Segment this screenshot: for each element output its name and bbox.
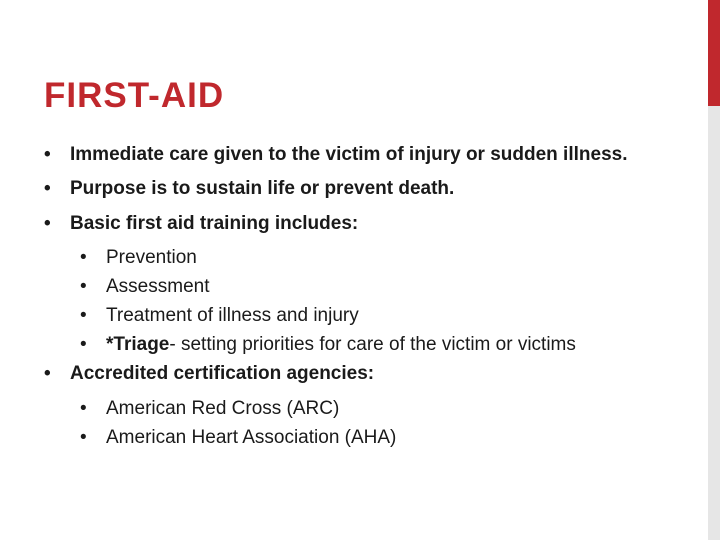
sub-bullet-item <box>80 275 209 299</box>
sub-bullet-text: American Heart Association (AHA) <box>106 427 397 448</box>
bullet-icon: • <box>44 144 51 165</box>
bullet-item <box>44 212 358 236</box>
slide-title: FIRST-AID <box>44 76 225 115</box>
bullet-icon: • <box>80 247 87 268</box>
bullet-icon: • <box>80 276 87 297</box>
bullet-text: Immediate care given to the victim of injury or sudden illness. <box>70 144 628 165</box>
accent-bar <box>708 0 720 106</box>
sub-bullet-text: Prevention <box>106 247 197 268</box>
bullet-item <box>44 143 627 167</box>
triage-definition: - setting priorities for care of the victim or victims <box>169 334 576 355</box>
bullet-icon: • <box>80 427 87 448</box>
sub-bullet-item <box>80 304 359 328</box>
bullet-icon: • <box>80 305 87 326</box>
sub-bullet-item <box>80 397 339 421</box>
bullet-item <box>44 177 454 201</box>
bullet-text: Basic first aid training includes: <box>70 213 359 234</box>
side-bar <box>708 106 720 540</box>
sub-bullet-text: Assessment <box>106 276 210 297</box>
bullet-icon: • <box>44 178 51 199</box>
sub-bullet-item <box>80 426 396 450</box>
bullet-item <box>44 362 374 386</box>
bullet-icon: • <box>44 213 51 234</box>
bullet-text: Accredited certification agencies: <box>70 363 375 384</box>
bullet-text: Purpose is to sustain life or prevent death. <box>70 178 455 199</box>
triage-term: *Triage <box>106 334 170 355</box>
sub-bullet-item <box>80 246 197 270</box>
bullet-icon: • <box>80 398 87 419</box>
sub-bullet-text: Treatment of illness and injury <box>106 305 359 326</box>
sub-bullet-text: American Red Cross (ARC) <box>106 398 340 419</box>
bullet-icon: • <box>44 363 51 384</box>
bullet-icon: • <box>80 334 87 355</box>
sub-bullet-item <box>80 333 576 357</box>
